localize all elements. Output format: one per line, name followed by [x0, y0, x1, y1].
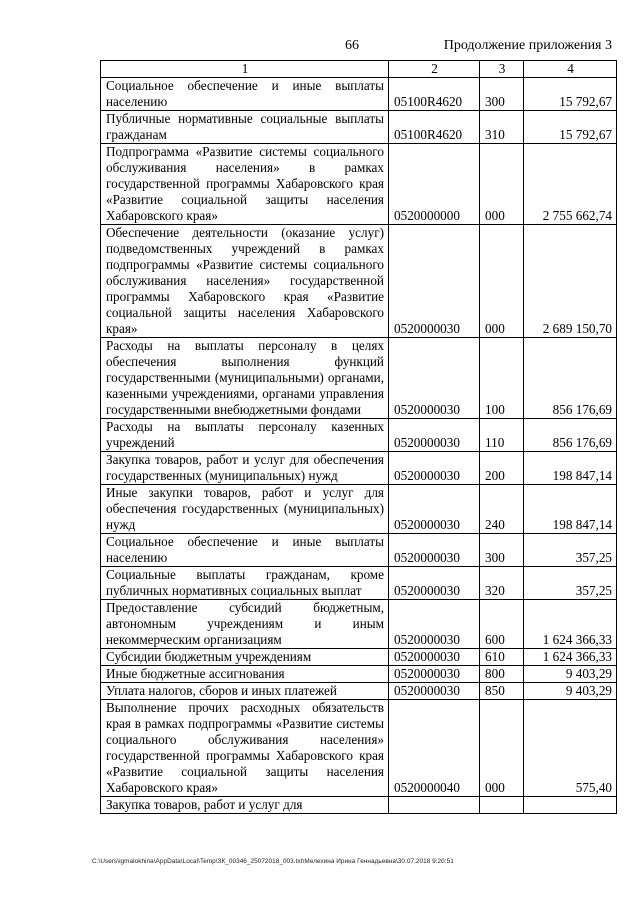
- row-amount: [524, 797, 617, 814]
- row-kind: 000: [480, 144, 524, 225]
- row-description: Предоставление субсидий бюджетным, автономным учреждениям и иным некоммерческим организациям: [101, 600, 389, 649]
- table-row: [101, 485, 617, 534]
- row-description: Иные бюджетные ассигнования: [101, 666, 389, 683]
- row-code: 05100R4620: [389, 111, 480, 144]
- row-description: Социальные выплаты гражданам, кроме публичных нормативных социальных выплат: [101, 567, 389, 600]
- row-amount: 856 176,69: [524, 338, 617, 419]
- row-description: Расходы на выплаты персоналу в целях обеспечения выполнения функций государственными (муниципальными) органами, казенными учреждениями, органами управления государственными внебюджетными фондами: [101, 338, 389, 419]
- row-description: Закупка товаров, работ и услуг для: [101, 797, 389, 814]
- column-header-1: 1: [101, 61, 389, 78]
- table-row: [101, 649, 617, 666]
- table-row: [101, 452, 617, 485]
- row-kind: 320: [480, 567, 524, 600]
- table-row: [101, 338, 617, 419]
- row-amount: 198 847,14: [524, 452, 617, 485]
- row-kind: [480, 797, 524, 814]
- row-kind: 110: [480, 419, 524, 452]
- row-kind: 200: [480, 452, 524, 485]
- row-kind: 000: [480, 225, 524, 338]
- row-code: 0520000030: [389, 419, 480, 452]
- table-row: [101, 600, 617, 649]
- row-amount: 2 755 662,74: [524, 144, 617, 225]
- row-kind: 240: [480, 485, 524, 534]
- table-row: [101, 534, 617, 567]
- row-amount: 9 403,29: [524, 666, 617, 683]
- row-code: 0520000030: [389, 534, 480, 567]
- row-kind: 300: [480, 78, 524, 111]
- row-description: Подпрограмма «Развитие системы социального обслуживания населения» в рамках государственной программы Хабаровского края «Развитие социальной защиты населения Хабаровского края»: [101, 144, 389, 225]
- row-amount: 357,25: [524, 567, 617, 600]
- row-code: 0520000030: [389, 485, 480, 534]
- table-row: [101, 419, 617, 452]
- row-amount: 1 624 366,33: [524, 649, 617, 666]
- row-amount: 15 792,67: [524, 111, 617, 144]
- row-kind: 800: [480, 666, 524, 683]
- row-amount: 856 176,69: [524, 419, 617, 452]
- table-row: [101, 144, 617, 225]
- row-code: 0520000030: [389, 683, 480, 700]
- row-description: Субсидии бюджетным учреждениям: [101, 649, 389, 666]
- row-kind: 000: [480, 700, 524, 797]
- row-code: 0520000030: [389, 225, 480, 338]
- table-row: [101, 78, 617, 111]
- row-description: Публичные нормативные социальные выплаты гражданам: [101, 111, 389, 144]
- row-amount: 15 792,67: [524, 78, 617, 111]
- column-header-2: 2: [389, 61, 480, 78]
- row-code: 0520000030: [389, 338, 480, 419]
- row-amount: 1 624 366,33: [524, 600, 617, 649]
- row-description: Социальное обеспечение и иные выплаты населению: [101, 78, 389, 111]
- row-amount: 198 847,14: [524, 485, 617, 534]
- row-code: 0520000030: [389, 666, 480, 683]
- table-row: [101, 666, 617, 683]
- row-code: 0520000030: [389, 649, 480, 666]
- row-description: Выполнение прочих расходных обязательств края в рамках подпрограммы «Развитие системы социального обслуживания населения» государственной программы Хабаровского края «Развитие социальной защиты населения Хабаровского края»: [101, 700, 389, 797]
- row-kind: 300: [480, 534, 524, 567]
- row-code: 0520000030: [389, 452, 480, 485]
- file-path-footer: C:\Users\igmalokhina\AppData\Local\Temp\ЗК_00346_25072018_003.txt\Мелехина Ирина Геннадьевна\30.07.2018 9:20:51: [92, 858, 454, 865]
- row-kind: 610: [480, 649, 524, 666]
- row-code: 0520000030: [389, 600, 480, 649]
- table-row: [101, 225, 617, 338]
- row-description: Закупка товаров, работ и услуг для обеспечения государственных (муниципальных) нужд: [101, 452, 389, 485]
- table-row: [101, 683, 617, 700]
- column-header-3: 3: [480, 61, 524, 78]
- row-code: 0520000000: [389, 144, 480, 225]
- row-kind: 100: [480, 338, 524, 419]
- table-header-row: [101, 61, 617, 78]
- row-description: Иные закупки товаров, работ и услуг для обеспечения государственных (муниципальных) нужд: [101, 485, 389, 534]
- table-row: [101, 797, 617, 814]
- row-code: 05100R4620: [389, 78, 480, 111]
- row-code: [389, 797, 480, 814]
- table-row: [101, 111, 617, 144]
- row-description: Уплата налогов, сборов и иных платежей: [101, 683, 389, 700]
- column-header-4: 4: [524, 61, 617, 78]
- row-description: Социальное обеспечение и иные выплаты населению: [101, 534, 389, 567]
- row-amount: 2 689 150,70: [524, 225, 617, 338]
- row-description: Обеспечение деятельности (оказание услуг) подведомственных учреждений в рамках подпрограммы «Развитие системы социального обслуживания населения» государственной программы Хабаровского края «Развитие социальной защиты населения Хабаровского края»: [101, 225, 389, 338]
- row-kind: 310: [480, 111, 524, 144]
- row-kind: 600: [480, 600, 524, 649]
- row-description: Расходы на выплаты персоналу казенных учреждений: [101, 419, 389, 452]
- table-row: [101, 567, 617, 600]
- row-kind: 850: [480, 683, 524, 700]
- row-code: 0520000040: [389, 700, 480, 797]
- row-amount: 9 403,29: [524, 683, 617, 700]
- page-number: 66: [345, 38, 359, 53]
- table-row: [101, 700, 617, 797]
- row-amount: 357,25: [524, 534, 617, 567]
- row-code: 0520000030: [389, 567, 480, 600]
- continuation-label: Продолжение приложения 3: [443, 38, 612, 53]
- budget-table: [100, 60, 617, 814]
- row-amount: 575,40: [524, 700, 617, 797]
